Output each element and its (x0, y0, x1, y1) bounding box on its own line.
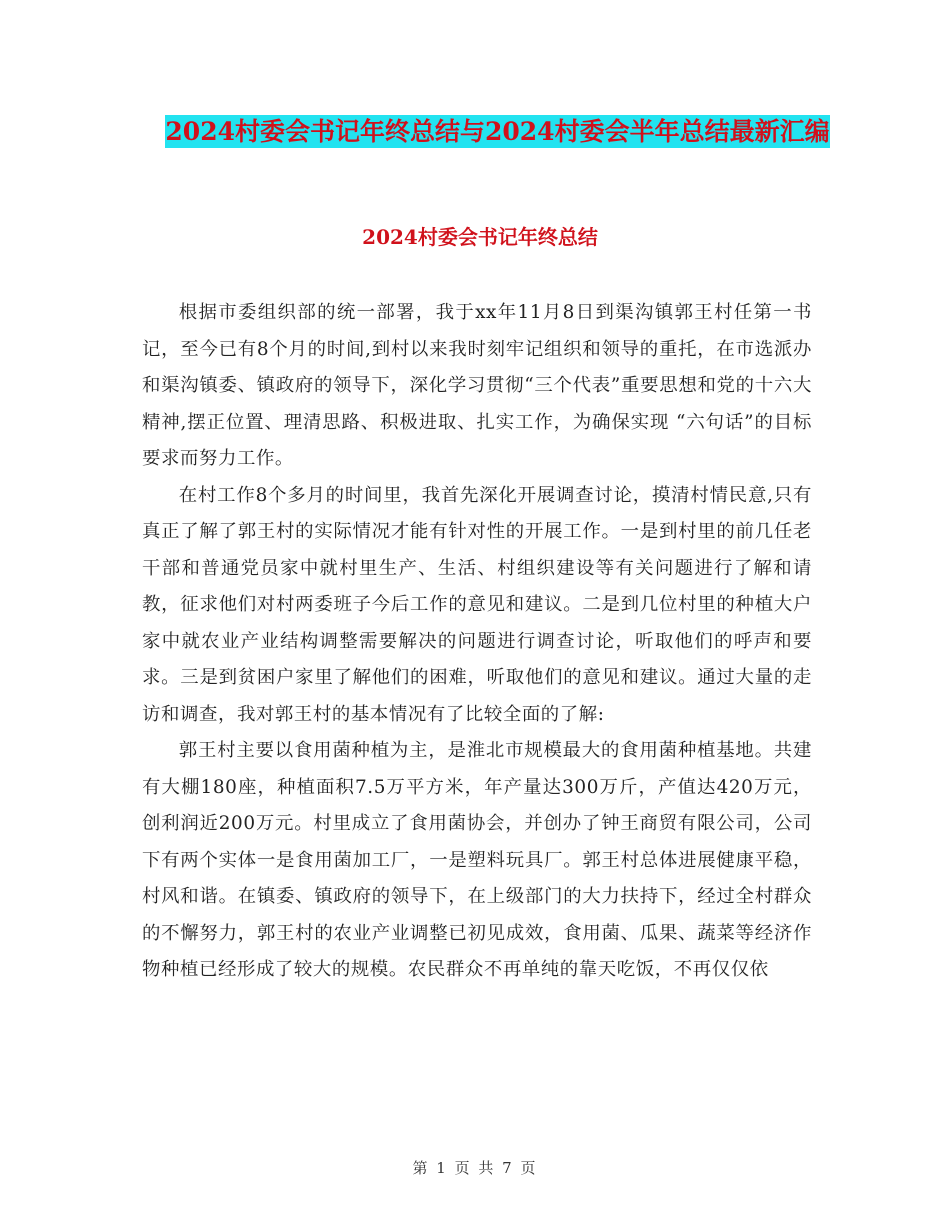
document-title-highlight: 2024村委会书记年终总结与2024村委会半年总结最新汇编 (165, 117, 830, 146)
footer-current-page: 1 (436, 1159, 448, 1177)
document-title (140, 110, 855, 153)
paragraph-3: 郭王村主要以食用菌种植为主，是淮北市规模最大的食用菌种植基地。共建有大棚180座，种植面积7.5万平方米，年产量达300万斤，产值达420万元，创利润近200万元。村里成立了食用菌协会，并创办了钟王商贸有限公司，公司下有两个实体一是食用菌加工厂，一是塑料玩具厂。郭王村总体进展健康平稳，村风和谐。在镇委、镇政府的领导下，在上级部门的大力扶持下，经过全村群众的不懈努力，郭王村的农业产业调整已初见成效，食用菌、瓜果、蔬菜等经济作物种植已经形成了较大的规模。农民群众不再单纯的靠天吃饭，不再仅仅依 (142, 740, 812, 980)
footer-prefix: 第 (412, 1159, 430, 1177)
document-body (142, 295, 812, 989)
paragraph-2: 在村工作8个多月的时间里，我首先深化开展调查讨论，摸清村情民意,只有真正了解了郭王村的实际情况才能有针对性的开展工作。一是到村里的前几任老干部和普通党员家中就村里生产、生活、村组织建设等有关问题进行了解和请教，征求他们对村两委班子今后工作的意见和建议。二是到几位村里的种植大户家中就农业产业结构调整需要解决的问题进行调查讨论，听取他们的呼声和要求。三是到贫困户家里了解他们的困难，听取他们的意见和建议。通过大量的走访和调查，我对郭王村的基本情况有了比较全面的了解: (142, 484, 812, 725)
paragraph-1: 根据市委组织部的统一部署，我于xx年11月8日到渠沟镇郭王村任第一书记，至今已有8个月的时间,到村以来我时刻牢记组织和领导的重托，在市选派办和渠沟镇委、镇政府的领导下，深化学习贯彻“三个代表”重要思想和党的十六大精神,摆正位置、理清思路、积极进取、扎实工作，为确保实现 “六句话”的目标要求而努力工作。 (142, 302, 812, 469)
page-footer (0, 1157, 950, 1178)
footer-total-pages: 7 (502, 1159, 514, 1177)
footer-suffix: 页 (520, 1159, 538, 1177)
section-title: 2024村委会书记年终总结 (362, 225, 598, 249)
footer-middle: 页 共 (454, 1159, 496, 1177)
